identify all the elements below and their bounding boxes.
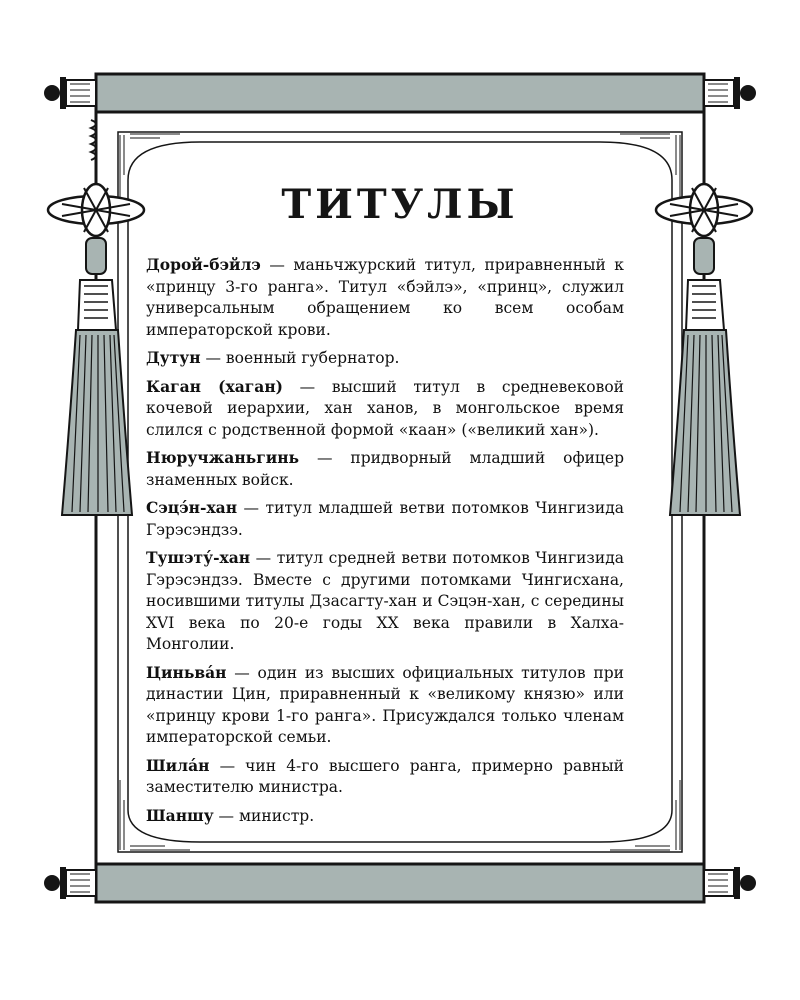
glossary-definition: — военный губернатор.	[200, 349, 400, 367]
top-scroll-rod	[44, 74, 756, 112]
glossary-entry	[146, 805, 624, 828]
bottom-scroll-rod	[44, 864, 756, 902]
glossary-definition: — министр.	[213, 806, 315, 825]
glossary-term: Каган (хаган)	[146, 376, 284, 396]
glossary-entry	[146, 755, 624, 799]
glossary-definition: — высший титул в средневековой кочевой иерархии, хан ханов, в монгольское время слился с родственной формой «каан» («великий хан»).	[146, 377, 624, 439]
glossary-definition: — чин 4-го высшего ранга, примерно равный заместителю министра.	[146, 756, 624, 796]
titles-glossary	[146, 254, 624, 833]
glossary-term: Сэцэ́н-хан	[146, 498, 238, 517]
glossary-entry	[146, 347, 624, 370]
glossary-entry	[146, 447, 624, 491]
glossary-term: Шила́н	[146, 755, 210, 775]
glossary-entry	[146, 547, 624, 656]
glossary-term: Циньва́н	[146, 662, 227, 682]
glossary-entry	[146, 254, 624, 341]
glossary-term: Нюручжаньгинь	[146, 448, 300, 467]
glossary-definition: — титул младшей ветви потомков Чингизида Гэрэсэндзэ.	[146, 499, 624, 539]
glossary-entry	[146, 497, 624, 541]
glossary-definition: — маньчжурский титул, приравненный к «принцу 3-го ранга». Титул «бэйлэ», «принц», служил универсальным обращением ко всем особам императорской крови.	[146, 256, 624, 339]
glossary-definition: — один из высших официальных титулов при династии Цин, приравненный к «великому князю» или «принцу крови 1-го ранга». Присуждался только членам императорской семьи.	[146, 663, 624, 746]
glossary-term: Дутун	[146, 348, 201, 367]
glossary-definition: — титул средней ветви потомков Чингизида Гэрэсэндзэ. Вместе с другими потомками Чингисхана, носившими титулы Дзасагту-хан и Сэцэн-хан, с середины XVI века по 20-е годы XX века правили в Халха-Монголии.	[146, 549, 624, 653]
glossary-entry	[146, 662, 624, 749]
glossary-entry	[146, 376, 624, 442]
glossary-term: Дорой-бэйлэ	[146, 255, 261, 274]
page-title: ТИТУЛЫ	[281, 181, 519, 228]
glossary-term: Шаншу	[146, 805, 214, 825]
glossary-definition: — придворный младший офицер знаменных войск.	[146, 449, 624, 489]
glossary-term: Тушэту́-хан	[146, 548, 251, 567]
